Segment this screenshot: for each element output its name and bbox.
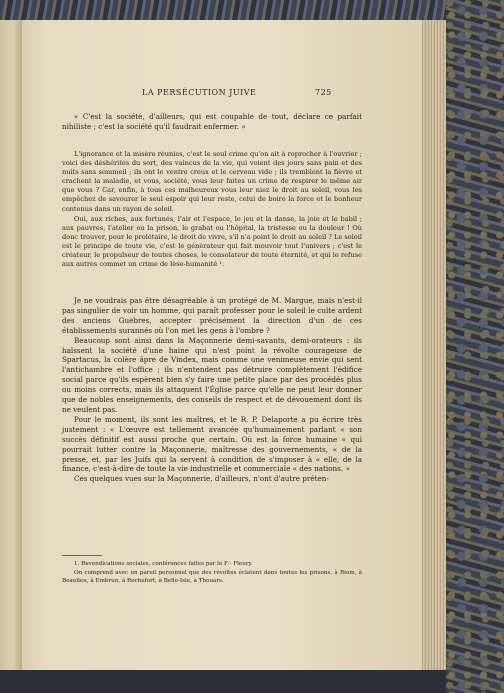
- paragraph: Oui, aux riches, aux fortunés, l'air et l'espace, le jeu et la danse, la joie et le babil ; aux pauvres, l'atelier ou la prison, le grabat ou l'hôpital, la tristesse ou la douleur ! Où donc trouver, pour le prolétaire, le droit de vivre, s'il n'a point le droit au soleil ? Le soleil est le principe de toute vie, c'est le générateur qui fait mouvoir tout l'univers ; c'est le créateur, le propulseur de toutes choses, le consolateur de toute éternité, et qui le refuse aux autres commet un crime de lèse-humanité ¹.: [62, 214, 362, 269]
- quoted-passage: [62, 150, 362, 269]
- footnote: On comprend avec un pareil personnel que des révoltes éclatent dans toutes les prisons, à Riom, à Beaulieu, à Embrun, à Rochefort, à Belle-Isle, à Thouars.: [62, 569, 362, 585]
- marbled-edge-top: [0, 0, 504, 20]
- quote-paragraph: [62, 112, 362, 132]
- footnotes: [62, 560, 362, 586]
- paragraph: Je ne voudrais pas être désagréable à un protégé de M. Margue, mais n'est-il pas singulier de voir un homme, qui paraît professer pour le soleil le culte ardent des anciens Guèbres, accepter précisément la direction d'un de ces établissements surannés où l'on met les gens à l'ombre ?: [62, 296, 362, 335]
- running-title: LA PERSÉCUTION JUIVE: [142, 88, 257, 97]
- paragraph: « C'est la société, d'ailleurs, qui est coupable de tout, déclare ce parfait nihiliste ; c'est la société qu'il faudrait enfermer. »: [62, 112, 362, 131]
- book-page: [22, 20, 422, 670]
- paragraph: L'ignorance et la misère réunies, c'est le seul crime qu'on ait à reprocher à l'ouvrier ; voici des déshérités du sort, des vaincus de la vie, qui voient des jours sans pain et des nuits sans sommeil ; ils ont le ventre creux et le cerveau vide ; ils tremblent la fièvre et crachent la maladie, et vous, société, vous leur faites un crime de respirer le même air que vous ? Car, enfin, à tous ces malheureux vous leur niez le droit au soleil, vous les empêchez de savourer le seul espoir qui leur reste, celui de boire la force et le bonheur contenus dans un rayon de soleil.: [62, 150, 362, 213]
- paragraph: Pour le moment, ils sont les maîtres, et le R. P. Delaporte a pu écrire très justement : « L'œuvre est tellement avancée qu'humainement parlant « son succès définitif est aussi proche que certain. Où est la force humaine « qui pourrait lutter contre la Maçonnerie, maîtresse des gouvernements, « de la presse, et, par les Juifs qui la servent à condition de s'imposer à « elle, de la finance, c'est-à-dire de toute la vie industrielle et commerciale « des nations. »: [62, 414, 362, 474]
- page-stack-edge: [420, 20, 449, 670]
- body-text: [62, 296, 362, 484]
- footnote-rule: [62, 555, 102, 556]
- page-number: 725: [315, 88, 332, 97]
- paragraph: Ces quelques vues sur la Maçonnerie, d'ailleurs, n'ont d'autre préten-: [74, 474, 329, 484]
- paragraph: Beaucoup sont ainsi dans la Maçonnerie demi-savants, demi-orateurs : ils haïssent la société d'une haine qui n'est point la révolte courageuse de Spartacus, la colère âpre de Vindex, mais comme une venimeuse envie qui sent l'antichambre et l'office ; ils n'entendent pas détruire complètement l'édifice social parce qu'ils espèrent bien s'y faire une petite place par des procédés plus ou moins corrects, mais ils attaquent l'Église parce qu'elle ne peut leur donner que de nobles enseignements, des conseils de respect et de dévouement dont ils ne veulent pas.: [62, 335, 362, 414]
- left-page-edge: [0, 20, 23, 670]
- marbled-cover: [446, 0, 504, 693]
- footnote: 1. Revendications sociales, conférences faites par le F∴ Fleury.: [74, 561, 253, 567]
- page-header: [22, 88, 422, 100]
